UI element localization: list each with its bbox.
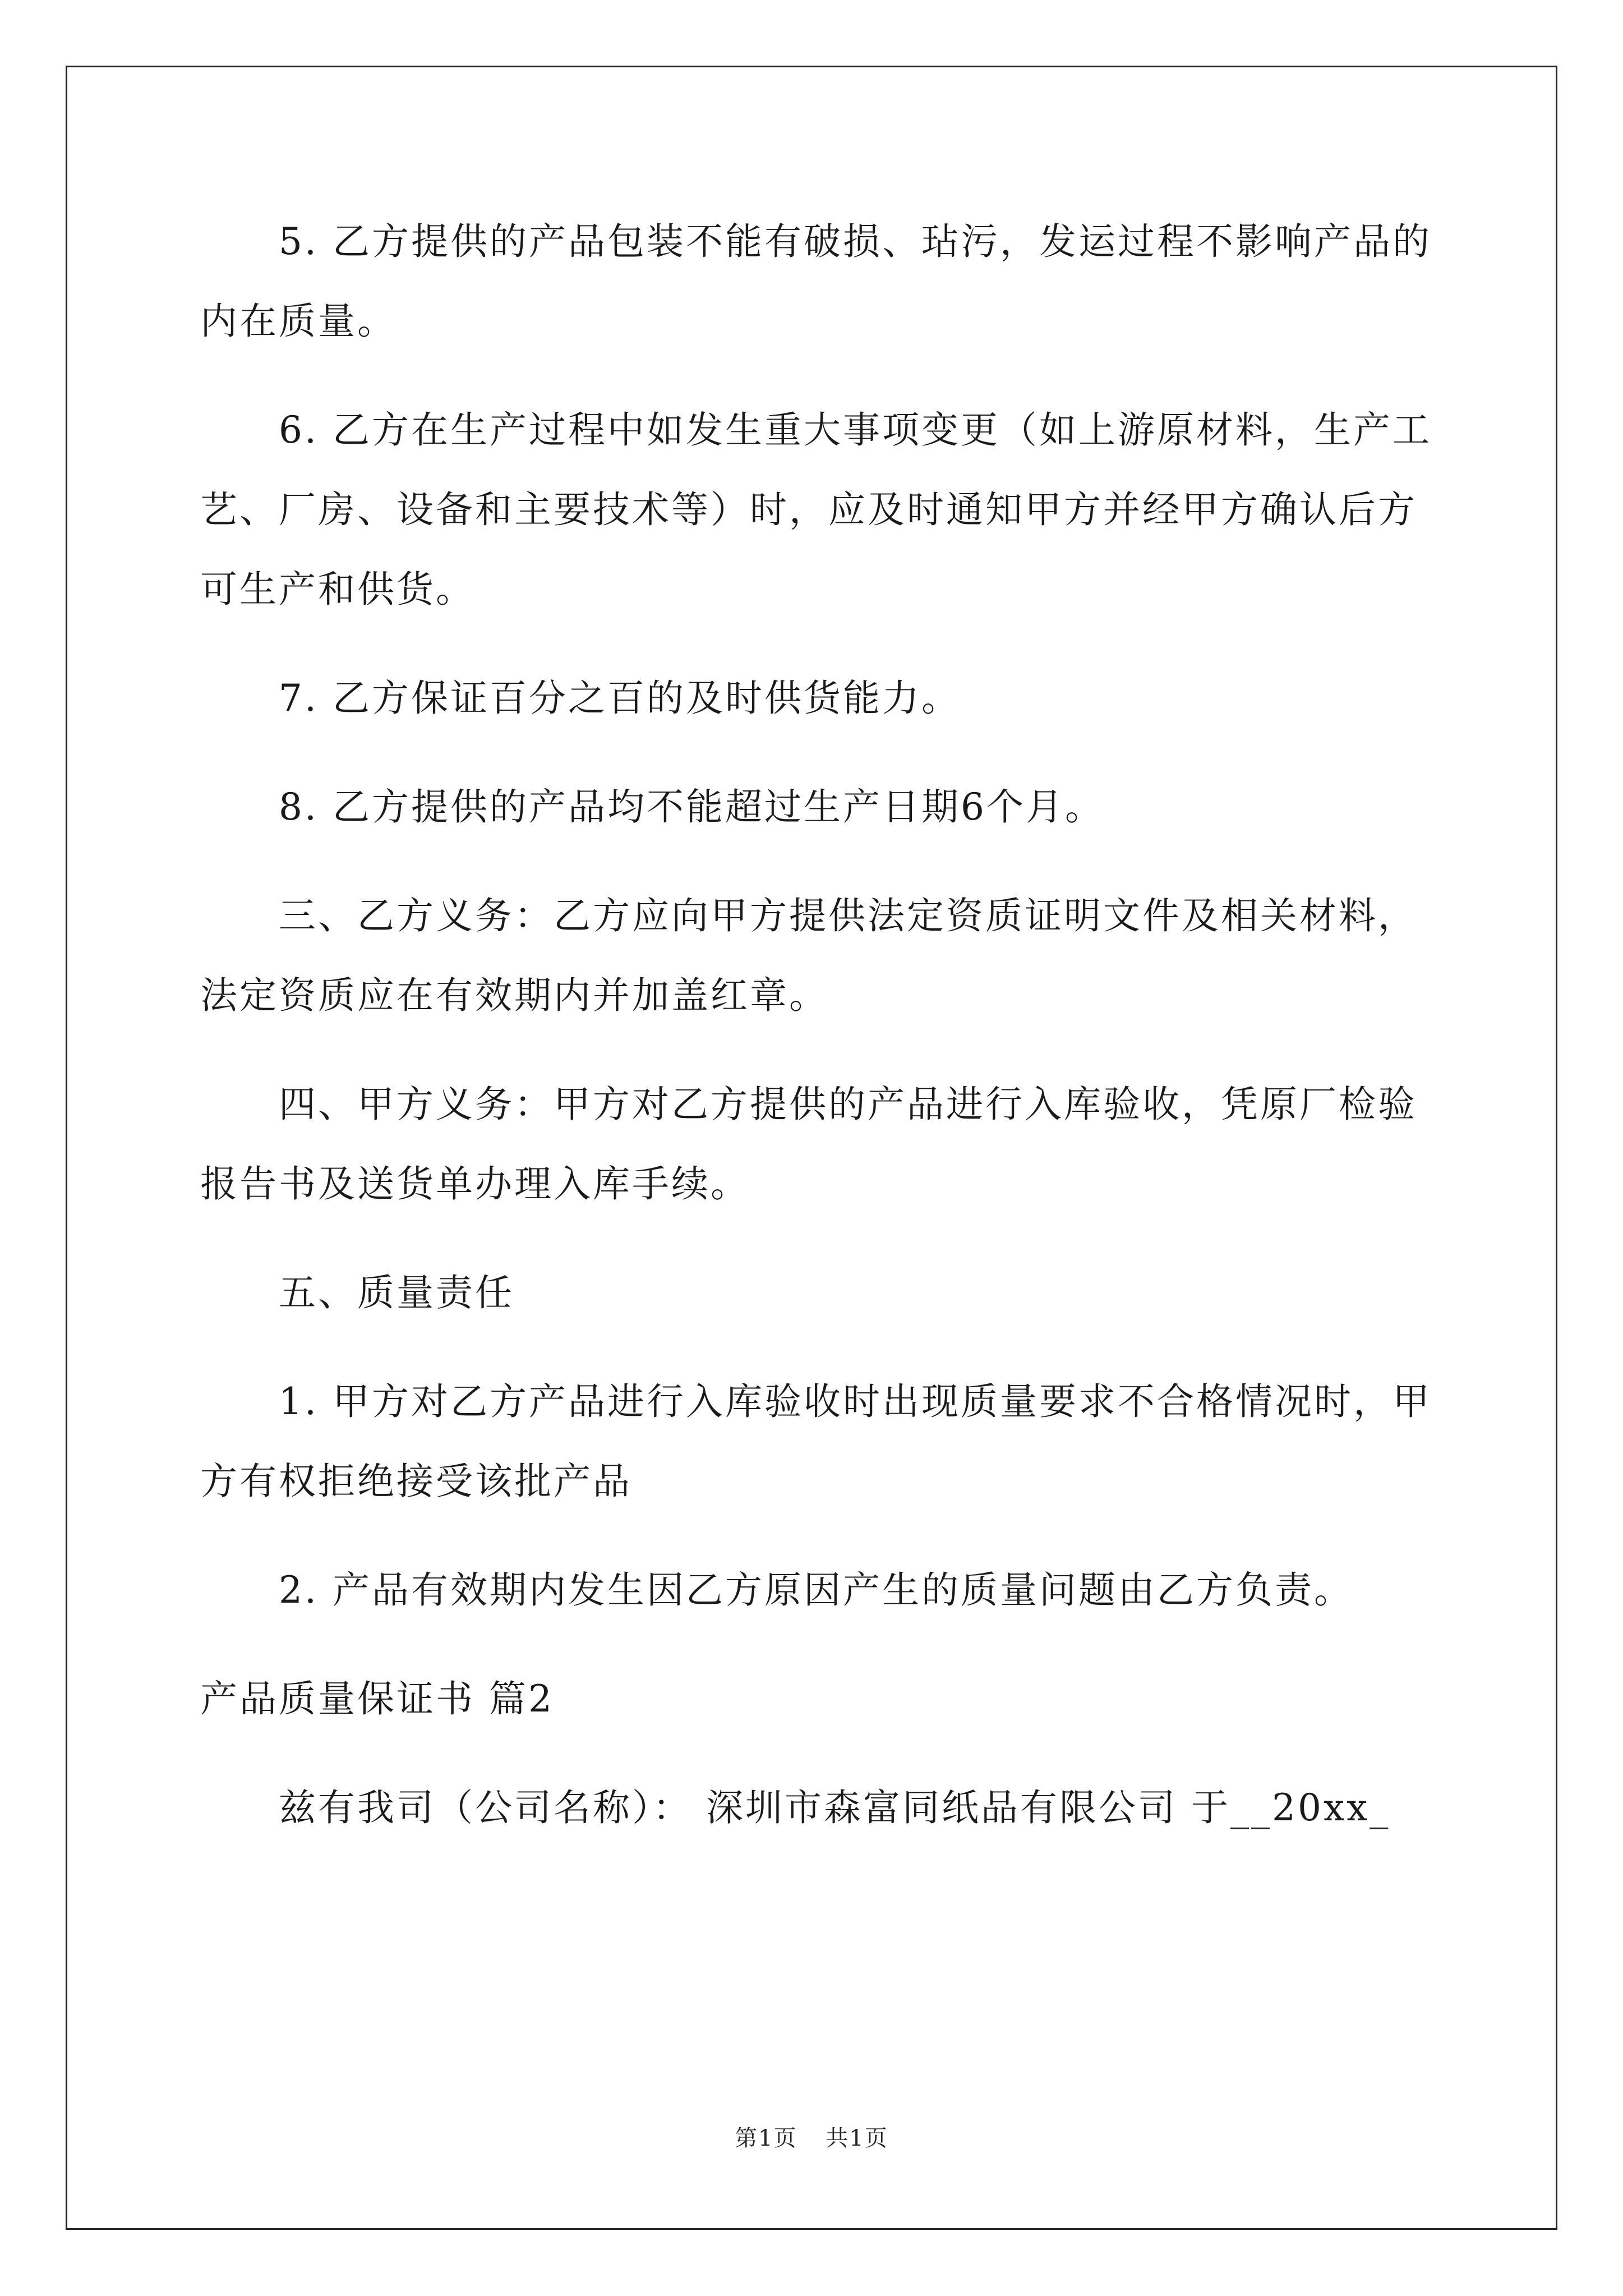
paragraph-company-intro: 兹有我司（公司名称）： 深圳市森富同纸品有限公司 于__20xx_ [279, 1786, 1391, 1829]
page-total: 共1页 [826, 2125, 888, 2151]
paragraph-8: 8. 乙方提供的产品均不能超过生产日期6个月。 [279, 785, 1104, 829]
page-footer [0, 2120, 1623, 2152]
section-heading: 产品质量保证书 篇2 [200, 1677, 554, 1720]
paragraph-party-b-obligations: 三、乙方义务：乙方应向甲方提供法定资质证明文件及相关材料，法定资质应在有效期内并加盖红章。 [200, 894, 1417, 1017]
paragraph-6: 6. 乙方在生产过程中如发生重大事项变更（如上游原材料，生产工艺、厂房、设备和主要技术等）时，应及时通知甲方并经甲方确认后方可生产和供货。 [200, 408, 1432, 611]
paragraph-party-a-obligations: 四、甲方义务：甲方对乙方提供的产品进行入库验收，凭原厂检验报告书及送货单办理入库手续。 [200, 1083, 1417, 1205]
page-current: 第1页 [735, 2125, 797, 2151]
paragraph-7: 7. 乙方保证百分之百的及时供货能力。 [279, 677, 961, 720]
paragraph-quality-2: 2. 产品有效期内发生因乙方原因产生的质量问题由乙方负责。 [279, 1568, 1353, 1612]
document-body [200, 202, 1434, 1877]
paragraph-quality-1: 1. 甲方对乙方产品进行入库验收时出现质量要求不合格情况时，甲方有权拒绝接受该批产品 [200, 1380, 1432, 1503]
paragraph-5: 5. 乙方提供的产品包装不能有破损、玷污，发运过程不影响产品的内在质量。 [200, 220, 1432, 343]
paragraph-quality-responsibility: 五、质量责任 [279, 1271, 514, 1314]
